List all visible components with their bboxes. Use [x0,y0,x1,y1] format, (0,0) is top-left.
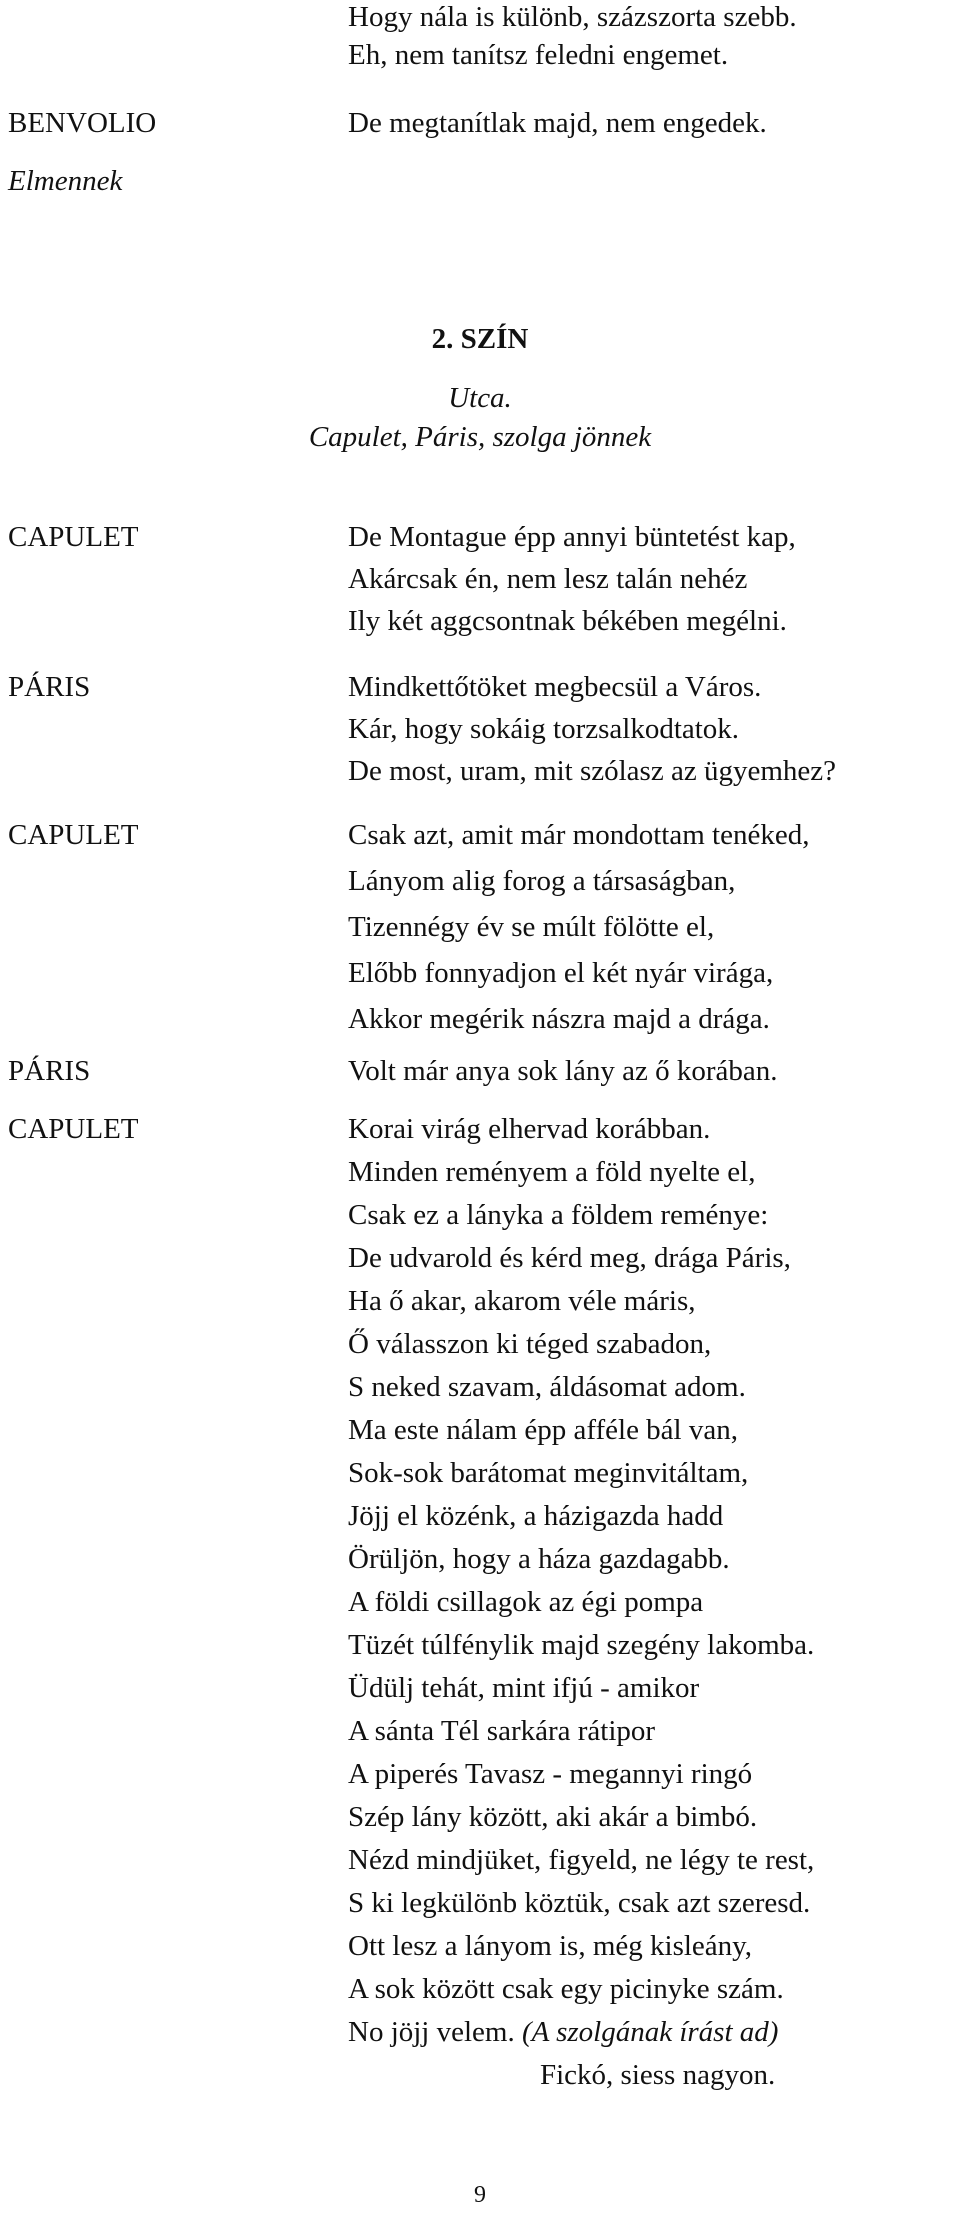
verse-line: S ki legkülönb köztük, csak azt szeresd. [348,1887,811,1919]
verse-line: Tüzét túlfénylik majd szegény lakomba. [348,1629,815,1661]
verse-line: Ma este nálam épp afféle bál van, [348,1414,738,1446]
verse-line: A földi csillagok az égi pompa [348,1586,704,1618]
speaker-name: BENVOLIO [8,107,157,139]
verse-line: Eh, nem tanítsz feledni engemet. [348,39,729,71]
verse-line: A piperés Tavasz - megannyi ringó [348,1758,753,1790]
verse-line: Mindkettőtöket megbecsül a Város. [348,671,762,703]
verse-line: De Montague épp annyi büntetést kap, [348,521,796,553]
verse-line: De megtanítlak majd, nem engedek. [348,107,767,139]
verse-text: No jöjj velem. [348,2016,522,2048]
verse-line: Tizennégy év se múlt fölötte el, [348,911,715,943]
scene-location: Utca. [448,382,512,414]
verse-line: Csak azt, amit már mondottam tenéked, [348,819,810,851]
speaker-name: CAPULET [8,521,139,553]
verse-line: Minden reményem a föld nyelte el, [348,1156,756,1188]
verse-line: Volt már anya sok lány az ő korában. [348,1055,778,1087]
verse-line: Ily két aggcsontnak békében megélni. [348,605,787,637]
verse-line: Ha ő akar, akarom véle máris, [348,1285,696,1317]
verse-line: De udvarold és kérd meg, drága Páris, [348,1242,791,1274]
verse-line: Jöjj el közénk, a házigazda hadd [348,1500,724,1532]
verse-line: Ott lesz a lányom is, még kisleány, [348,1930,753,1962]
verse-line: Hogy nála is különb, százszorta szebb. [348,1,797,33]
verse-line: De most, uram, mit szólasz az ügyemhez? [348,755,837,787]
speaker-name: CAPULET [8,1113,139,1145]
verse-line: Akkor megérik nászra majd a drága. [348,1003,770,1035]
verse-line: Lányom alig forog a társaságban, [348,865,736,897]
scene-title: 2. SZÍN [431,323,529,355]
stage-direction: Elmennek [8,165,123,197]
page-number: 9 [474,2182,486,2208]
verse-line: Kár, hogy sokáig torzsalkodtatok. [348,713,740,745]
verse-line: S neked szavam, áldásomat adom. [348,1371,746,1403]
verse-line-continuation: Fickó, siess nagyon. [540,2059,776,2091]
verse-line: Csak ez a lányka a földem reménye: [348,1199,769,1231]
verse-line: Örüljön, hogy a háza gazdagabb. [348,1543,730,1575]
speaker-name: CAPULET [8,819,139,851]
verse-line: Előbb fonnyadjon el két nyár virága, [348,957,774,989]
verse-line: A sok között csak egy picinyke szám. [348,1973,784,2005]
verse-line-with-direction [348,2015,778,2049]
speaker-name: PÁRIS [8,1055,91,1087]
verse-line: Korai virág elhervad korábban. [348,1113,711,1145]
scene-entrance: Capulet, Páris, szolga jönnek [308,421,652,453]
stage-direction: (A szolgának írást ad) [521,2016,779,2048]
speaker-name: PÁRIS [8,671,91,703]
verse-line: Sok-sok barátomat meginvitáltam, [348,1457,749,1489]
verse-line: Ő válasszon ki téged szabadon, [348,1328,712,1360]
verse-line: Nézd mindjüket, figyeld, ne légy te rest, [348,1844,815,1876]
verse-line: A sánta Tél sarkára rátipor [348,1715,656,1747]
verse-line: Üdülj tehát, mint ifjú - amikor [348,1672,700,1704]
verse-line: Szép lány között, aki akár a bimbó. [348,1801,758,1833]
verse-line: Akárcsak én, nem lesz talán nehéz [348,563,748,595]
